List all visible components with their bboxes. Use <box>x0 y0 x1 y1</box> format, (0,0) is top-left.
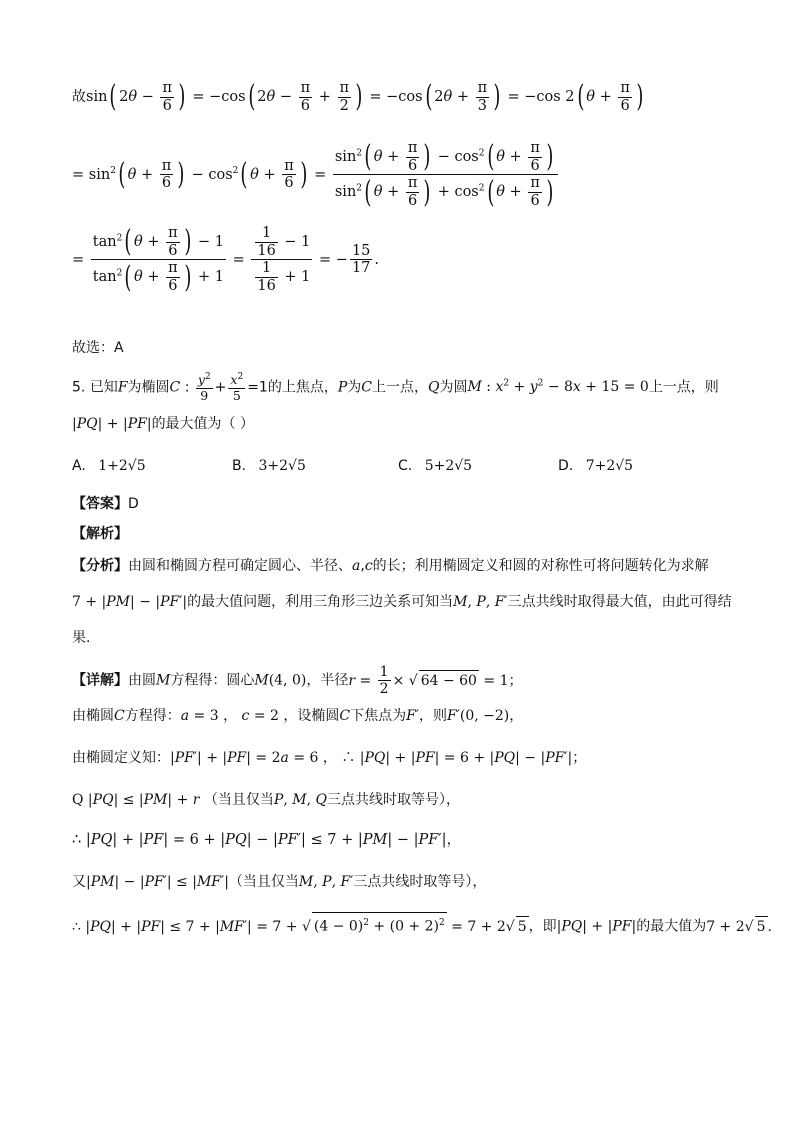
option-b-value: 3+2√5 <box>258 458 306 474</box>
stem-text-3: 的上焦点， <box>267 379 338 396</box>
xj6-a: 又 <box>72 874 86 890</box>
choose-line: 故选：A <box>72 340 124 356</box>
solution-line-1: 故sin( 2θ − $\frac{\pi}{6}$ ) = −cos( 2θ − $\frac{\pi}{6}$ + $\frac{\pi}{2}$ ) = −cos( 2θ + $\frac{\pi}{3}$ ) = −cos 2( θ + $\frac{\pi}{6}$ ) <box>72 79 644 115</box>
question-number: 5. <box>72 379 86 396</box>
fenxi-line-3: 果. <box>72 630 91 646</box>
xiangjie-line-4: Q |PQ| ≤ |PM| + r （当且仅当P, M, Q三点共线时取等号）， <box>72 792 460 808</box>
xiangjie-line-2: 由椭圆C方程得：a = 3 ， c = 2 ，设椭圆C下焦点为F′，则F′(0, −2)， <box>72 708 524 724</box>
question-5-stem-line-2: |PQ| + |PF|的最大值为（ ） <box>72 416 255 432</box>
answer-line <box>72 494 139 514</box>
solution-line-2: = $\sin^2$( θ + $\frac{\pi}{6}$ ) − $\cos^2$( θ + $\frac{\pi}{6}$ ) = $\sin^2$( θ + $\frac{\pi}{6}$ ) − $\cos^2$( θ + $\frac{\pi}{6}$ ) $\sin^2$( θ + $\frac{\pi}{6}$ ) + $\cos^2$( θ + $\frac{\pi}{6}$ ) <box>72 140 560 210</box>
xj4-note2: 三点共线时取等号）， <box>326 792 460 808</box>
fenxi-tag: 【分析】 <box>72 558 128 574</box>
answer-tag: 【答案】 <box>72 496 128 512</box>
question-5-stem-line-1: 5. 已知F为椭圆C : $\frac{y^2}{9}$ + $\frac{x^2}{5}$ =1的上焦点，P为C上一点，Q为圆M : $x^2 + y^2 - 8x + 15 = 0$上一点，则 <box>72 372 719 403</box>
option-d[interactable] <box>558 456 633 476</box>
stem-text-2: 为椭圆 <box>127 379 170 396</box>
xj1-a: 由圆 <box>128 672 156 689</box>
option-b-letter: B. <box>232 458 247 474</box>
xj4-note: （当且仅当 <box>203 792 274 808</box>
option-a[interactable] <box>72 456 146 476</box>
fenxi-line2-a: 的最大值问题，利用三角形三边关系可知当 <box>187 594 454 610</box>
stem-text-7: 上一点，则 <box>648 379 719 396</box>
xiangjie-line-1: 【详解】由圆M方程得：圆心M(4, 0)，半径r = $\frac{1}{2}$ × √ 64 − 60 = 1； <box>72 664 523 698</box>
xiangjie-line-5: ∴ |PQ| + |PF| = 6 + |PQ| − |PF′| ≤ 7 + |PM| − |PF′|， <box>72 832 462 848</box>
option-b[interactable] <box>232 456 306 476</box>
stem-text-5: 上一点， <box>371 379 428 396</box>
stem-text-6: 为圆 <box>439 379 468 396</box>
xj1-b: 方程得：圆心 <box>170 672 255 689</box>
option-a-value: 1+2√5 <box>98 458 146 474</box>
xj2-a: 由椭圆 <box>72 708 114 724</box>
xiangjie-line-6: 又|PM| − |PF′| ≤ |MF′|（当且仅当M, P, F′三点共线时取等号）， <box>72 874 487 890</box>
xj2-d: 下焦点为 <box>350 708 407 724</box>
xj7-end: 的最大值为 <box>636 918 707 935</box>
stem-text-4: 为 <box>347 379 362 396</box>
xj2-e: ，则 <box>419 708 447 724</box>
option-c-value: 5+2√5 <box>424 458 473 474</box>
xj3-a: 由椭圆定义知： <box>72 750 170 766</box>
xj2-b: 方程得： <box>124 708 181 724</box>
option-c[interactable] <box>398 456 472 476</box>
option-c-letter: C. <box>398 458 413 474</box>
option-d-letter: D. <box>558 458 574 474</box>
option-a-letter: A. <box>72 458 86 474</box>
answer-value: D <box>128 496 139 512</box>
xj1-c: ，半径 <box>306 672 349 689</box>
xiangjie-line-3: 由椭圆定义知：|PF′| + |PF| = 2a = 6 ， ∴ |PQ| + |PF| = 6 + |PQ| − |PF′|； <box>72 750 587 766</box>
fenxi-line2-b: 三点共线时取得最大值，由此可得结 <box>507 594 732 610</box>
stem-line2-suffix: 的最大值为（ ） <box>151 416 255 432</box>
xiangjie-tag: 【详解】 <box>72 672 128 689</box>
fenxi-text-2: 的长；利用椭圆定义和圆的对称性可将问题转化为求解 <box>372 558 709 574</box>
prefix-gu: 故 <box>72 89 86 106</box>
xj6-note2: 三点共线时取等号）， <box>353 874 487 890</box>
fenxi-line-1: 【分析】由圆和椭圆方程可确定圆心、半径、a,c的长；利用椭圆定义和圆的对称性可将问题转化为求解 <box>72 558 709 574</box>
xj2-c: ，设椭圆 <box>283 708 340 724</box>
xj6-note: （当且仅当 <box>228 874 299 890</box>
fenxi-text-1: 由圆和椭圆方程可确定圆心、半径、 <box>128 558 352 574</box>
stem-text-1: 已知 <box>89 379 118 396</box>
fenxi-line-2: 7 + |PM| − |PF′|的最大值问题，利用三角形三边关系可知当M, P, F′三点共线时取得最大值，由此可得结 <box>72 594 732 610</box>
option-d-value: 7+2√5 <box>585 458 634 474</box>
xj7-mid: ，即 <box>528 918 557 935</box>
xiangjie-line-7: ∴ |PQ| + |PF| ≤ 7 + |MF′| = 7 + √ $(4 - 0)^2 + (0 + 2)^2 = 7 + 2√$ 5 ，即|PQ| + |PF|的最大值为7 + 2√ 5 . <box>72 912 772 937</box>
analysis-tag: 【解析】 <box>72 526 128 542</box>
solution-line-3: = $\tan^2$( θ + $\frac{\pi}{6}$ ) − 1 $\tan^2$( θ + $\frac{\pi}{6}$ ) + 1 = $\frac{1}{16}$ − 1 $\frac{1}{16}$ + 1 = − $\frac{15}{17}$ . <box>72 224 379 295</box>
